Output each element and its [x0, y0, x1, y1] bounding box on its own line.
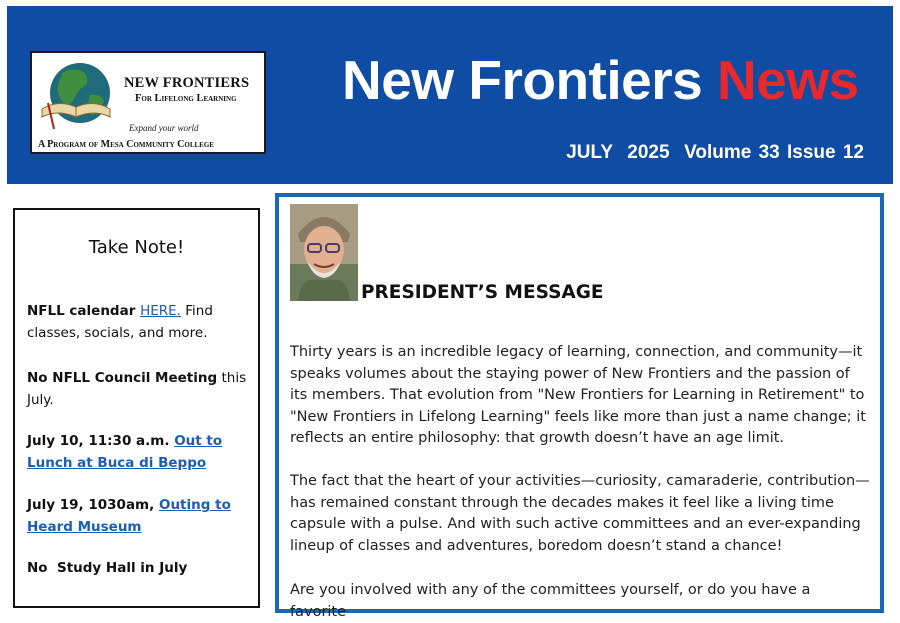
take-note-sidebar	[13, 208, 260, 608]
issue-info: JULY 2025 Volume 33 Issue 12	[566, 142, 864, 163]
note-lunch-lead: July 10, 11:30 a.m.	[27, 433, 175, 449]
logo-subtitle: For Lifelong Learning	[135, 93, 237, 104]
note-calendar	[27, 300, 255, 344]
note-council	[27, 367, 255, 411]
globe-book-icon	[40, 59, 114, 133]
logo-program: A Program of Mesa Community College	[38, 139, 214, 150]
masthead-accent: News	[717, 49, 859, 111]
note-outing-lead: July 19, 1030am,	[27, 497, 159, 513]
note-council-rest: this July.	[27, 370, 247, 408]
note-calendar-rest: Find classes, socials, and more.	[27, 303, 213, 341]
paragraph-3: Are you involved with any of the committees yourself, or do you have a favorite	[290, 582, 811, 620]
section-title: PRESIDENT’S MESSAGE	[361, 282, 604, 303]
note-calendar-lead: NFLL calendar	[27, 303, 141, 319]
logo-tagline: Expand your world	[129, 123, 199, 133]
president-photo	[290, 204, 358, 301]
note-study-hall	[27, 557, 255, 579]
logo-title: NEW FRONTIERS	[124, 75, 250, 91]
nfll-logo[interactable]	[30, 51, 266, 154]
sidebar-title: Take Note!	[88, 237, 185, 258]
note-outing	[27, 494, 255, 538]
portrait-image	[290, 204, 358, 301]
presidents-message-panel	[275, 193, 884, 620]
note-lunch	[27, 430, 255, 474]
note-study-hall-lead: No Study Hall in July	[27, 560, 188, 576]
calendar-link[interactable]: HERE.	[140, 303, 181, 319]
masthead-title	[342, 49, 859, 111]
note-council-lead: No NFLL Council Meeting	[27, 370, 218, 386]
masthead-main: New Frontiers	[342, 49, 703, 111]
outing-link[interactable]: Outing to Heard Museum	[27, 497, 231, 535]
lunch-link[interactable]: Out to Lunch at Buca di Beppo	[27, 433, 223, 471]
paragraph-2: The fact that the heart of your activities—curiosity, camaraderie, contribution—has remained constant through the decades makes it feel like a living time capsule with a pulse. And with such active committees and an ever-expanding lineup of classes and adventures, boredom doesn’t stand a chance!	[290, 473, 870, 554]
header-banner	[7, 6, 893, 184]
paragraph-1: Thirty years is an incredible legacy of learning, connection, and community—it speaks volumes about the staying power of New Frontiers and the passion of its members. That evolution from "New Frontiers for Learning in Retirement" to "New Frontiers in Lifelong Learning" feels like more than just a name change; it reflects an entire philosophy: that growth doesn’t have an age limit.	[290, 344, 866, 446]
